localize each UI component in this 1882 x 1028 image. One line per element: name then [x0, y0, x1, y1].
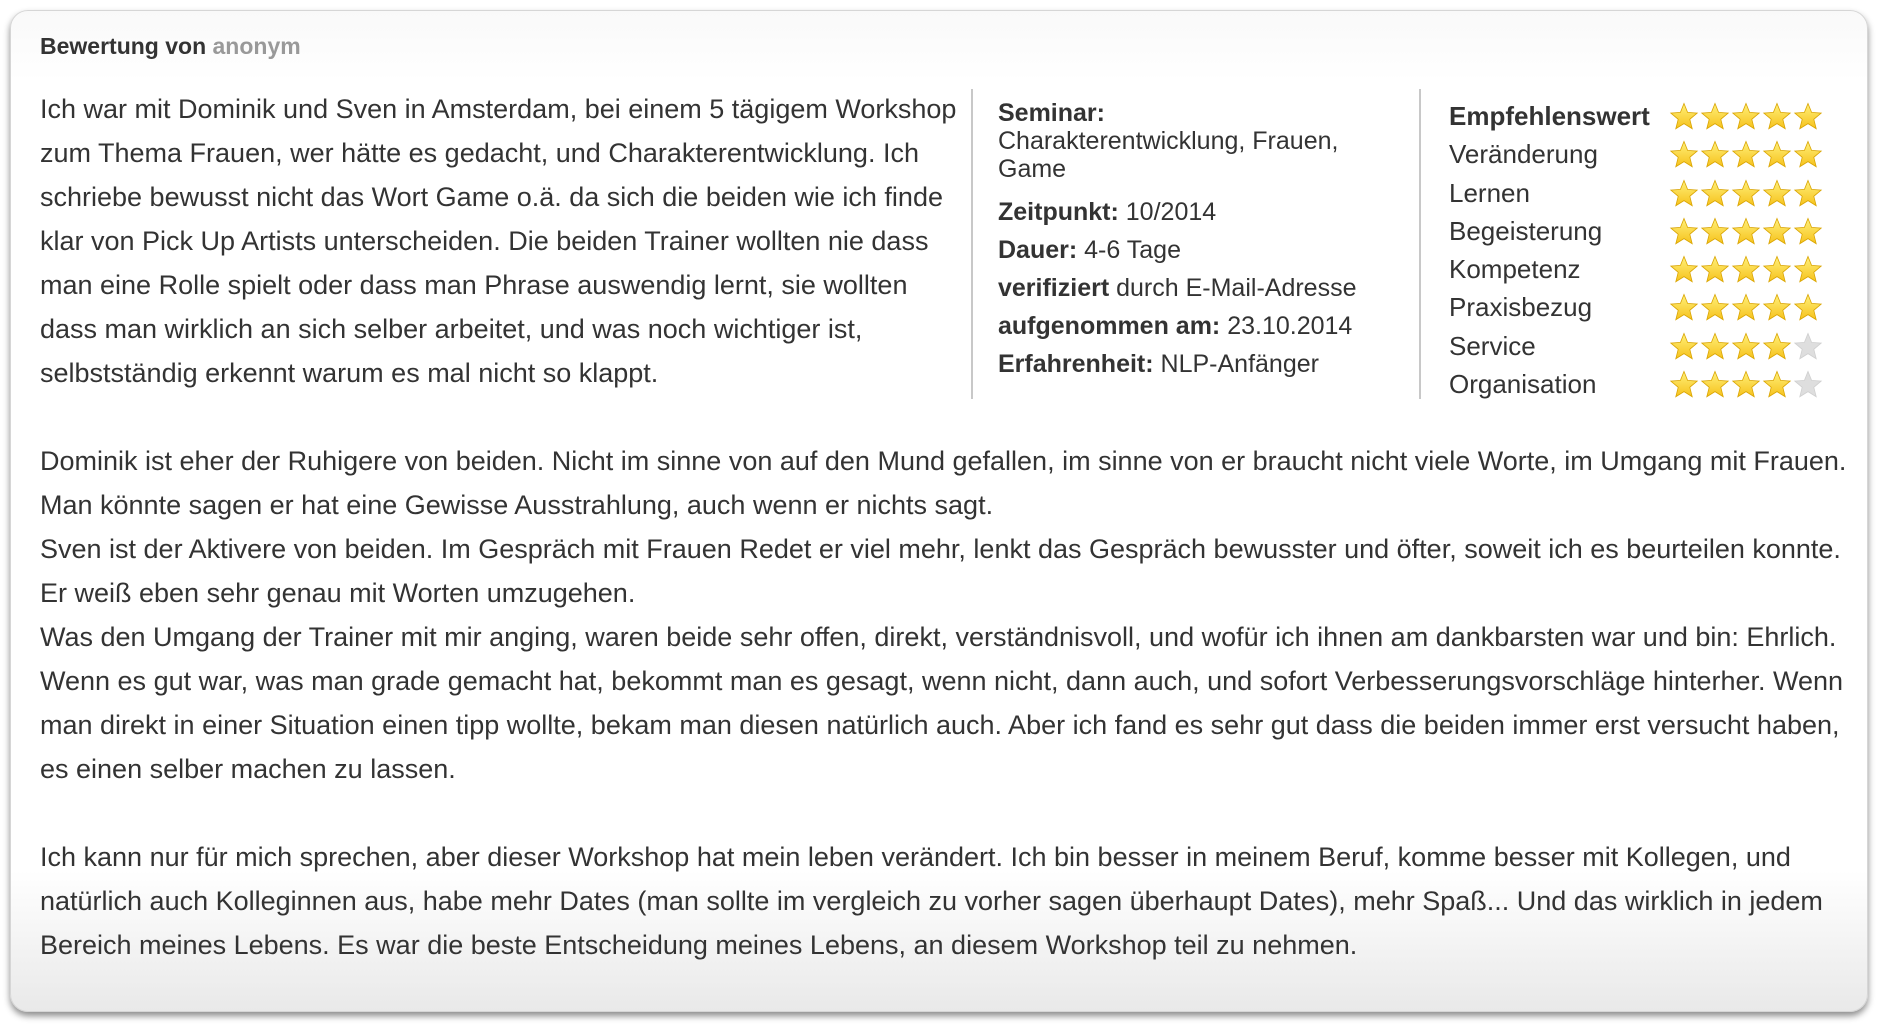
star-icon: [1671, 142, 1697, 167]
star-icon: [1671, 372, 1697, 397]
star-icon: [1795, 372, 1821, 397]
rating-label: Veränderung: [1449, 139, 1598, 170]
star-icon: [1795, 218, 1821, 243]
star-icon: [1671, 295, 1697, 320]
rating-stars: [1669, 102, 1829, 132]
rating-row: [1449, 135, 1849, 173]
star-icon: [1702, 333, 1728, 358]
detail-erfahrenheit-value: NLP-Anfänger: [1160, 350, 1319, 378]
review-author: anonym: [212, 33, 301, 59]
detail-dauer: [998, 231, 1398, 269]
review-paragraph-sven: Sven ist der Aktivere von beiden. Im Gespräch mit Frauen Redet er viel mehr, lenkt das Gespräch bewusster und öfter, soweit ich es beurteilen konnte. Er weiß eben sehr genau mit Worten umzugehen.: [40, 534, 1841, 608]
rating-stars: [1669, 370, 1829, 400]
stars-svg: [1669, 255, 1829, 285]
detail-zeitpunkt: [998, 193, 1398, 231]
rating-label: Begeisterung: [1449, 215, 1603, 246]
rating-row: [1449, 327, 1849, 365]
star-icon: [1764, 218, 1790, 243]
star-icon: [1733, 295, 1759, 320]
detail-zeitpunkt-label: Zeitpunkt:: [998, 198, 1119, 226]
review-card: [10, 10, 1868, 1012]
rating-row: [1449, 250, 1849, 288]
detail-seminar: [998, 99, 1398, 183]
review-paragraph-trainer: Was den Umgang der Trainer mit mir anging, waren beide sehr offen, direkt, verständnisvoll, und wofür ich ihnen am dankbarsten war und bin: Ehrlich. Wenn es gut war, was man grade gemacht hat, bekommt man es gesagt, wenn nicht, dann auch, und sofort Verbesserungsvorschläge hinterher. Wenn man direkt in einer Situation einen tipp wollte, bekam man diesen natürlich auch. Aber ich fand es sehr gut dass die beiden immer erst versucht haben, es einen selber machen zu lassen.: [40, 622, 1844, 784]
detail-erfahrenheit-label: Erfahrenheit:: [998, 350, 1154, 378]
review-paragraph-conclusion: Ich kann nur für mich sprechen, aber dieser Workshop hat mein leben verändert. Ich bin besser in meinem Beruf, komme besser mit Kollegen, und natürlich auch Kolleginnen aus, habe mehr Dates (man sollte im vergleich zu vorher sagen überhaupt Dates), mehr Spaß... Und das wirklich in jedem Bereich meines Lebens. Es war die beste Entscheidung meines Lebens, an diesem Workshop teil zu nehmen.: [40, 842, 1823, 960]
star-icon: [1764, 333, 1790, 358]
star-icon: [1795, 295, 1821, 320]
rating-stars: [1669, 293, 1829, 323]
rating-row: [1449, 212, 1849, 250]
ratings-panel: [1449, 97, 1849, 403]
rating-stars: [1669, 217, 1829, 247]
stars-svg: [1669, 370, 1829, 400]
stars-svg: [1669, 217, 1829, 247]
star-icon: [1733, 104, 1759, 129]
review-intro-text: Ich war mit Dominik und Sven in Amsterdam, bei einem 5 tägigem Workshop zum Thema Frauen, wer hätte es gedacht, und Charakterentwicklung. Ich schriebe bewusst nicht das Wort Game o.ä. da sich die beiden wie ich finde klar von Pick Up Artists unterscheiden. Die beiden Trainer wollten nie dass man eine Rolle spielt oder dass man Phrase auswendig lernt, sie wollten dass man wirklich an sich selber arbeitet, und was noch wichtiger ist, selbstständig erkennt warum es mal nicht so klappt.: [40, 94, 957, 388]
detail-verifiziert: [998, 269, 1398, 307]
rating-label: Organisation: [1449, 369, 1597, 400]
star-icon: [1764, 142, 1790, 167]
detail-zeitpunkt-value: 10/2014: [1125, 198, 1217, 226]
stars-svg: [1669, 293, 1829, 323]
star-icon: [1764, 180, 1790, 205]
star-icon: [1733, 333, 1759, 358]
rating-label: Empfehlenswert: [1449, 101, 1650, 131]
detail-verifiziert-value: durch E-Mail-Adresse: [1116, 274, 1357, 302]
star-icon: [1671, 104, 1697, 129]
star-icon: [1702, 104, 1728, 129]
star-icon: [1733, 257, 1759, 282]
review-body: [40, 439, 1860, 967]
star-icon: [1671, 257, 1697, 282]
star-icon: [1764, 295, 1790, 320]
rating-row: [1449, 288, 1849, 326]
review-paragraph-dominik: Dominik ist eher der Ruhigere von beiden. Nicht im sinne von auf den Mund gefallen, im sinne von er braucht nicht viele Worte, im Umgang mit Frauen. Man könnte sagen er hat eine Gewisse Ausstrahlung, auch wenn er nichts sagt.: [40, 446, 1847, 520]
rating-stars: [1669, 179, 1829, 209]
star-icon: [1795, 180, 1821, 205]
rating-row: [1449, 365, 1849, 403]
star-icon: [1795, 333, 1821, 358]
star-icon: [1733, 372, 1759, 397]
star-icon: [1671, 180, 1697, 205]
detail-aufgenommen: [998, 307, 1398, 345]
divider-left: [971, 89, 973, 399]
star-icon: [1702, 295, 1728, 320]
divider-right: [1419, 89, 1421, 399]
detail-dauer-value: 4-6 Tage: [1084, 236, 1181, 264]
detail-aufgenommen-label: aufgenommen am:: [998, 312, 1221, 340]
rating-stars: [1669, 255, 1829, 285]
review-details: [998, 99, 1398, 383]
detail-erfahrenheit: [998, 345, 1398, 383]
detail-dauer-label: Dauer:: [998, 236, 1078, 264]
rating-row: [1449, 174, 1849, 212]
rating-label: Lernen: [1449, 177, 1530, 208]
star-icon: [1702, 180, 1728, 205]
star-icon: [1764, 104, 1790, 129]
rating-label: Kompetenz: [1449, 254, 1581, 285]
rating-stars: [1669, 332, 1829, 362]
star-icon: [1671, 218, 1697, 243]
rating-stars: [1669, 140, 1829, 170]
star-icon: [1795, 104, 1821, 129]
paragraph-gap: [40, 791, 1860, 835]
star-icon: [1702, 218, 1728, 243]
star-icon: [1733, 218, 1759, 243]
rating-label: Praxisbezug: [1449, 292, 1593, 323]
stars-svg: [1669, 140, 1829, 170]
star-icon: [1671, 333, 1697, 358]
detail-aufgenommen-value: 23.10.2014: [1227, 312, 1353, 340]
detail-seminar-label: Seminar:: [998, 99, 1105, 127]
detail-verifiziert-label: verifiziert: [998, 274, 1110, 302]
rating-label: Service: [1449, 330, 1536, 361]
review-header: [40, 33, 301, 60]
stars-svg: [1669, 179, 1829, 209]
star-icon: [1764, 372, 1790, 397]
star-icon: [1733, 180, 1759, 205]
star-icon: [1702, 372, 1728, 397]
star-icon: [1733, 142, 1759, 167]
header-prefix: Bewertung von: [40, 33, 207, 59]
star-icon: [1764, 257, 1790, 282]
star-icon: [1702, 142, 1728, 167]
star-icon: [1795, 142, 1821, 167]
rating-row: [1449, 97, 1849, 135]
stars-svg: [1669, 102, 1829, 132]
star-icon: [1702, 257, 1728, 282]
detail-seminar-value: Charakterentwicklung, Frauen, Game: [998, 127, 1339, 183]
stars-svg: [1669, 332, 1829, 362]
star-icon: [1795, 257, 1821, 282]
